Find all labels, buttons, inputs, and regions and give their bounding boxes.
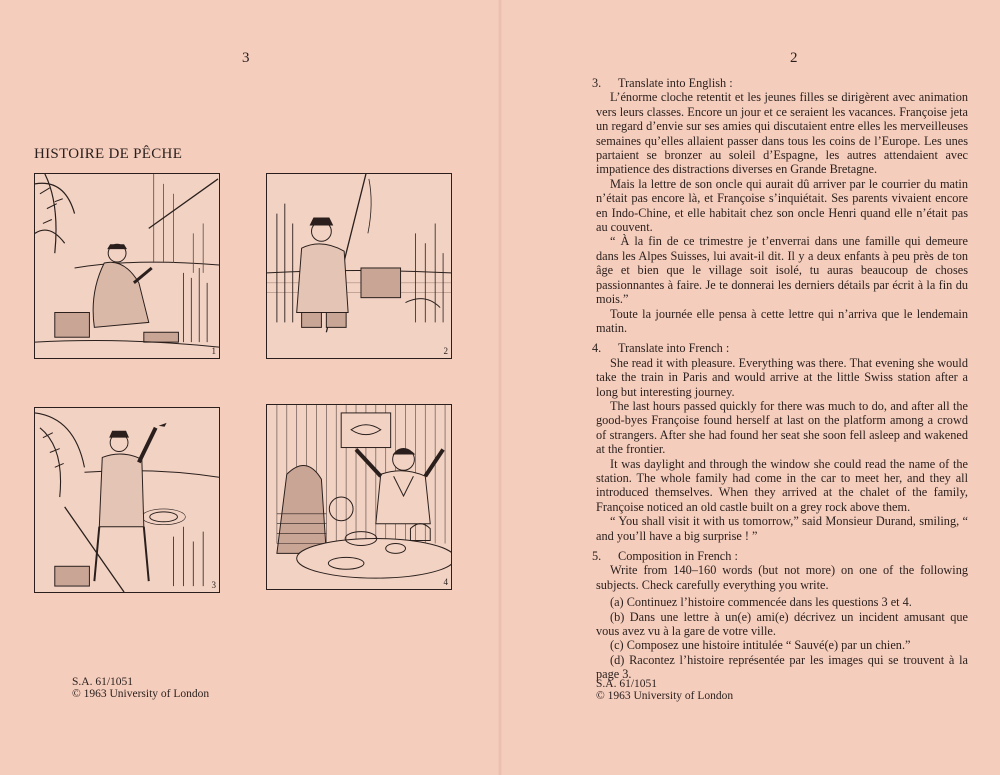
paragraph: Toute la journée elle pensa à cette lettre qui n’arriva que le lendemain matin. [596,306,968,335]
paper-code: S.A. 61/1051 [596,678,658,690]
option-a: (a) Continuez l’histoire commencée dans les questions 3 et 4. [610,595,912,610]
story-title: HISTOIRE DE PÊCHE [34,146,183,162]
footer [72,676,209,700]
panel-number: 4 [443,577,448,587]
fisherman-casting-illustration [35,174,219,358]
question-4 [592,341,968,543]
paragraph: Mais la lettre de son oncle qui aurait dû arriver par le courrier du matin n’était pas encore là, et Françoise s’inquiétait. Ses parents vivaient encore en Indo-Chine, et elle habitait chez son oncle Henri quand elle n’était pas au couvent. [596,176,968,235]
fisherman-waving-illustration [35,408,219,592]
question-title: Translate into French : [618,341,730,356]
questions [592,76,968,688]
option-b: (b) Dans une lettre à un(e) ami(e) décrivez un incident amusant que vous avez vu à la gare de votre ville. [596,609,968,639]
picture-panel-1 [34,173,220,359]
option-d: (d) Racontez l’histoire représentée par les images qui se trouvent à la page 3. [596,652,968,682]
question-number: 5. [592,549,602,563]
picture-panel-3 [34,407,220,593]
option-c: (c) Composez une histoire intitulée “ Sauvé(e) par un chien.” [610,638,911,653]
dinner-table-illustration [267,405,451,589]
question-title: Composition in French : [618,549,738,563]
picture-panel-2 [266,173,452,359]
paragraph: She read it with pleasure. Everything was there. That evening she would take the train in Paris and would arrive at the little Swiss station after a long but interesting journey. [596,355,968,399]
copyright: © 1963 University of London [72,688,210,700]
paper-code: S.A. 61/1051 [72,676,134,688]
question-number: 3. [592,76,602,90]
panel-number: 3 [211,580,216,590]
paragraph: The last hours passed quickly for there was much to do, and after all the good-byes Françoise found herself at last on the platform among a crowd of strangers. After she had found her seat she soon fell asleep and wakened at the frontier. [596,398,968,457]
paragraph: L’énorme cloche retentit et les jeunes filles se dirigèrent avec animation vers leurs classes. Encore un jour et ce seraient les vacances. Françoise jeta un regard d’envie sur ses amies qui discutaient entre elles les merveilleuses semaines qu’elles allaient passer dans tous les coins de l’Europe. Les unes partaient se bronzer au soleil d’Espagne, les autres attendaient avec impatience des distractions diverses en Grande Bretagne. [596,90,968,177]
question-number: 4. [592,341,602,356]
picture-panel-4 [266,404,452,590]
page-number: 2 [790,50,798,66]
question-5 [592,549,968,682]
right-page [500,0,1000,775]
panel-number: 2 [443,346,448,356]
footer [596,678,733,702]
instructions: Write from 140–160 words (but not more) on one of the following subjects. Check carefully everything you write. [596,563,968,592]
page-number: 3 [242,50,250,66]
paragraph: It was daylight and through the window she could read the name of the station. The whole family had come in the car to meet her, and they all introduced themselves. When they arrived at the chalet of the family, Françoise noticed an old castle built on a grey rock above them. [596,456,968,514]
fisherman-seated-illustration [267,174,451,358]
panel-number: 1 [211,346,216,356]
copyright: © 1963 University of London [596,690,734,702]
paragraph: “ À la fin de ce trimestre je t’enverrai dans une famille qui demeure dans les Alpes Suisses, lui avait-il dit. Il y a deux enfants à peu près de ton âge et bien que le village soit isolé, tu auras beaucoup de choses passionnantes à faire. Je te donnerai les derniers détails par écrit à la fin du mois.” [596,234,968,307]
question-3 [592,76,968,335]
paragraph: “ You shall visit it with us tomorrow,” said Monsieur Durand, smiling, “ and you’ll have a big surprise ! ” [596,514,968,543]
question-title: Translate into English : [618,76,733,90]
